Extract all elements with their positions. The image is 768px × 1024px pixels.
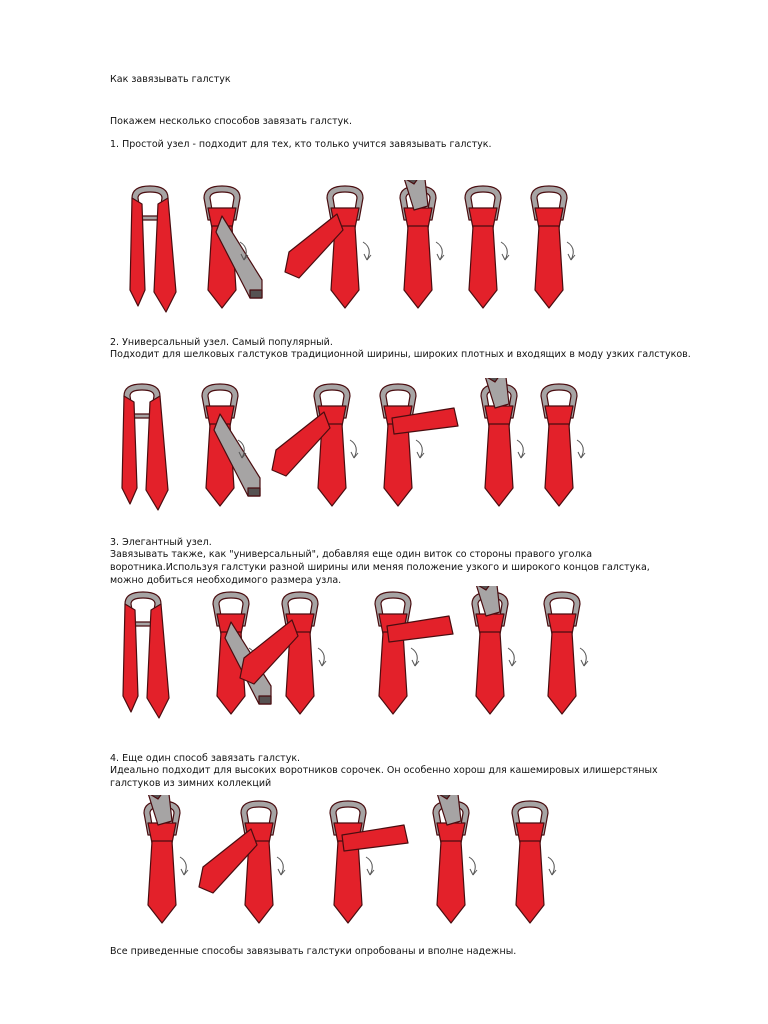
tie-tighten-knot-icon [531, 186, 575, 308]
tie-wrap-horizontal-icon [330, 801, 408, 923]
method-4-steps [0, 795, 768, 935]
method-4-heading: 4. Еще один способ завязать галстук. [110, 753, 301, 764]
tie-loose-on-neck-icon [123, 592, 169, 718]
method-1-heading: 1. Простой узел - подходит для тех, кто только учится завязывать галстук. [110, 139, 492, 150]
method-1-steps [0, 180, 768, 318]
tie-pull-up-through-loop-icon [433, 795, 477, 923]
tie-wrap-horizontal-icon [375, 592, 453, 714]
intro-text: Покажем несколько способов завязать галстук. [110, 116, 352, 127]
document-title: Как завязывать галстук [110, 74, 231, 85]
method-3-steps [0, 586, 768, 726]
tie-wrap-around-narrow-end-icon [240, 592, 326, 714]
tie-tighten-knot-icon [512, 801, 556, 923]
tie-pull-up-through-loop-icon [472, 586, 516, 714]
method-2-description: Подходит для шелковых галстуков традиционной ширины, широких плотных и входящих в моду узких галстуков. [110, 349, 691, 360]
method-1-illustration [0, 180, 768, 318]
tie-wrap-around-narrow-end-icon [199, 801, 285, 923]
tie-wrap-horizontal-icon [380, 384, 458, 506]
tie-pull-up-through-loop-icon [481, 378, 525, 506]
tie-crossing-wide-over-narrow-icon [202, 384, 260, 506]
method-3-description: Завязывать также, как "универсальный", добавляя еще один виток со стороны правого уголка воротника.Используя галстуки разной ширины или меняя положение узкого и широкого концов галстука, можно добиться необходимого размера узла. [110, 549, 650, 586]
tie-pass-down-through-knot-icon [465, 186, 509, 308]
tie-loose-on-neck-icon [130, 186, 176, 312]
method-2-steps [0, 378, 768, 518]
method-3-heading: 3. Элегантный узел. [110, 537, 212, 548]
tie-tighten-knot-icon [544, 592, 588, 714]
tie-loose-on-neck-icon [122, 384, 168, 510]
tie-crossing-wide-over-narrow-icon [204, 186, 262, 308]
method-4-illustration [0, 795, 768, 935]
tie-pull-up-through-loop-icon [400, 180, 444, 308]
footer-text: Все приведенные способы завязывать галстуки опробованы и вполне надежны. [110, 946, 517, 957]
method-2-heading: 2. Универсальный узел. Самый популярный. [110, 337, 333, 348]
tie-tighten-knot-icon [541, 384, 585, 506]
tie-wrap-around-narrow-end-icon [285, 186, 371, 308]
tie-wrap-around-narrow-end-icon [272, 384, 358, 506]
method-3-illustration [0, 586, 768, 726]
method-4-description: Идеально подходит для высоких воротников сорочек. Он особенно хорош для кашемировых илишерстяных галстуков из зимних коллекций [110, 765, 658, 789]
method-2-illustration [0, 378, 768, 518]
tie-inside-out-start-icon [144, 795, 188, 923]
